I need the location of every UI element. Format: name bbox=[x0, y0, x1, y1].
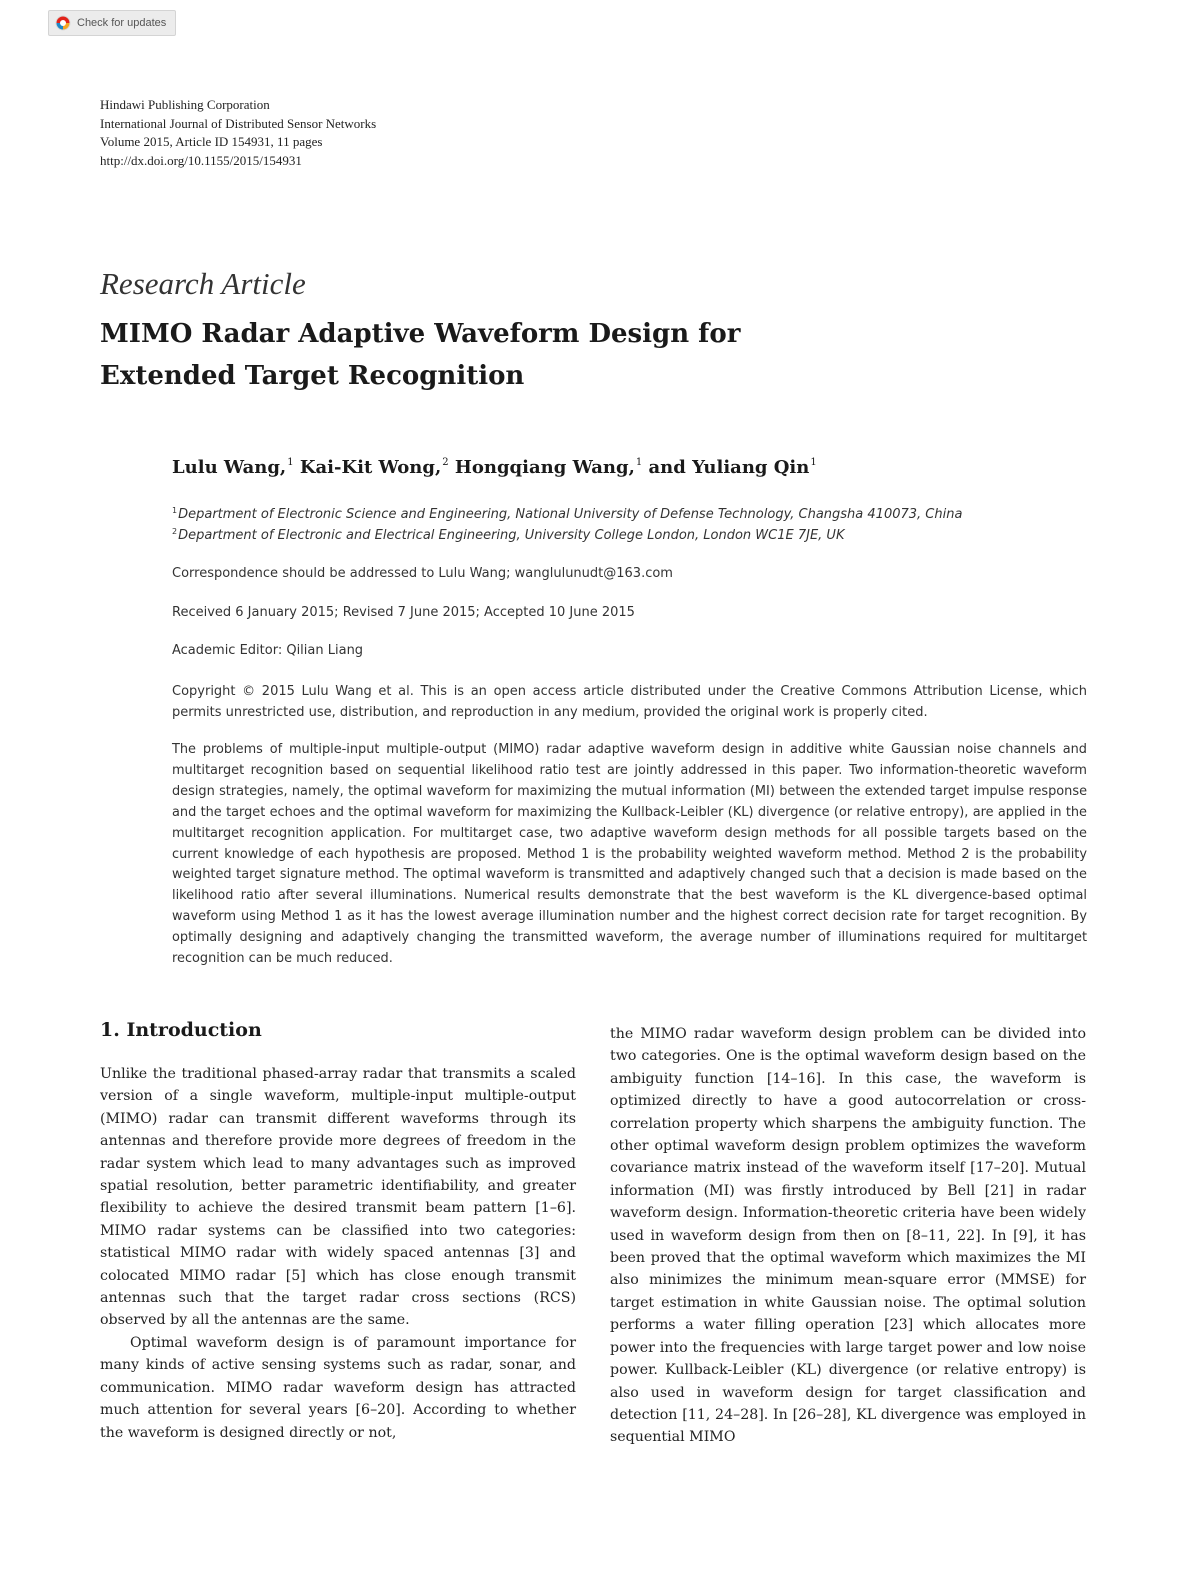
academic-editor: Academic Editor: Qilian Liang bbox=[172, 643, 364, 658]
publication-info bbox=[100, 96, 376, 170]
paper-title bbox=[100, 313, 740, 397]
affiliation-2: $^2$Department of Electronic and Electrical Engineering, University College London, London WC1E 7JE, UK bbox=[172, 527, 845, 543]
check-for-updates-icon bbox=[55, 15, 71, 31]
check-for-updates-button[interactable] bbox=[48, 10, 176, 36]
author-affiliation-mark: 1 bbox=[810, 457, 817, 468]
copyright-notice: Copyright © 2015 Lulu Wang et al. This is an open access article distributed under the Creative Commons Attribution License, which permits unrestricted use, distribution, and reproduction in any medium, provided the original work is properly cited. bbox=[172, 684, 1087, 720]
section-heading-introduction: 1. Introduction bbox=[100, 1019, 262, 1041]
abstract: The problems of multiple-input multiple-output (MIMO) radar adaptive waveform design in additive white Gaussian noise channels and multitarget recognition based on sequential likelihood ratio test are jointly addressed in this paper. Two information-theoretic waveform design strategies, namely, the optimal waveform for maximizing the mutual information (MI) between the extended target impulse response and the target echoes and the optimal waveform for maximizing the Kullback-Leibler (KL) divergence (or relative entropy), are applied in the multitarget recognition application. For multitarget case, two adaptive waveform design methods for all possible targets based on the current knowledge of each hypothesis are proposed. Method 1 is the probability weighted waveform method. Method 2 is the probability weighted target signature method. The optimal waveform is transmitted and adaptively changed such that a decision is made based on the likelihood ratio after several illuminations. Numerical results demonstrate that the best waveform is the KL divergence-based optimal waveform using Method 1 as it has the lowest average illumination number and the highest correct decision rate for target recognition. By optimally designing and adaptively changing the transmitted waveform, the average number of illuminations required for multitarget recognition can be much reduced. bbox=[172, 742, 1087, 967]
check-for-updates-label: Check for updates bbox=[77, 17, 167, 29]
author-name: Kai-Kit Wong, bbox=[299, 457, 442, 478]
correspondence: Correspondence should be addressed to Lulu Wang; wanglulunudt@163.com bbox=[172, 566, 673, 581]
author-name: Lulu Wang, bbox=[172, 457, 287, 478]
title-line-1: MIMO Radar Adaptive Waveform Design for bbox=[100, 319, 741, 349]
title-line-2: Extended Target Recognition bbox=[100, 361, 525, 391]
author-affiliation-mark: 1 bbox=[635, 457, 643, 468]
received-dates: Received 6 January 2015; Revised 7 June 2015; Accepted 10 June 2015 bbox=[172, 605, 635, 620]
article-type: Research Article bbox=[100, 266, 306, 301]
left-column bbox=[100, 1063, 576, 1444]
publisher-name: Hindawi Publishing Corporation bbox=[100, 97, 270, 112]
author-name: and Yuliang Qin bbox=[648, 457, 810, 478]
right-column bbox=[610, 1023, 1086, 1449]
author-affiliation-mark: 2 bbox=[442, 457, 449, 468]
author-name: Hongqiang Wang, bbox=[454, 457, 635, 478]
journal-name: International Journal of Distributed Sensor Networks bbox=[100, 115, 377, 131]
author-list bbox=[172, 457, 817, 478]
intro-paragraph-2: Optimal waveform design is of paramount importance for many kinds of active sensing systems such as radar, sonar, and communication. MIMO radar waveform design has attracted much attention for several years [6–20]. According to whether the waveform is designed directly or not, bbox=[100, 1334, 576, 1441]
intro-paragraph-1: Unlike the traditional phased-array radar that transmits a scaled version of a single waveform, multiple-input multiple-output (MIMO) radar can transmit different waveforms through its antennas and therefore provide more degrees of freedom in the radar system which lead to many advantages such as improved spatial resolution, better parametric identifiability, and greater flexibility to achieve the desired transmit beam pattern [1–6]. MIMO radar systems can be classified into two categories: statistical MIMO radar with widely spaced antennas [3] and colocated MIMO radar [5] which has close enough transmit antennas such that the target radar cross sections (RCS) observed by all the antennas are the same. bbox=[100, 1066, 576, 1329]
doi-link[interactable]: http://dx.doi.org/10.1155/2015/154931 bbox=[100, 152, 302, 168]
volume-info: Volume 2015, Article ID 154931, 11 pages bbox=[100, 134, 323, 149]
affiliation-1: $^1$Department of Electronic Science and Engineering, National University of Defense Technology, Changsha 410073, China bbox=[172, 506, 963, 522]
author-affiliation-mark: 1 bbox=[287, 457, 294, 468]
intro-paragraph-3: the MIMO radar waveform design problem can be divided into two categories. One is the optimal waveform design based on the ambiguity function [14–16]. In this case, the waveform is optimized directly to have a good autocorrelation or cross-correlation property which sharpens the ambiguity function. The other optimal waveform design problem optimizes the waveform covariance matrix instead of the waveform itself [17–20]. Mutual information (MI) was firstly introduced by Bell [21] in radar waveform design. Information-theoretic criteria have been widely used in waveform design from then on [8–11, 22]. In [9], it has been proved that the optimal waveform which maximizes the MI also minimizes the minimum mean-square error (MMSE) for target estimation in white Gaussian noise. The optimal solution performs a water filling operation [23] which allocates more power into the frequencies with large target power and low noise power. Kullback-Leibler (KL) divergence (or relative entropy) is also used in waveform design for target classification and detection [11, 24–28]. In [26–28], KL divergence was employed in sequential MIMO bbox=[610, 1026, 1086, 1446]
